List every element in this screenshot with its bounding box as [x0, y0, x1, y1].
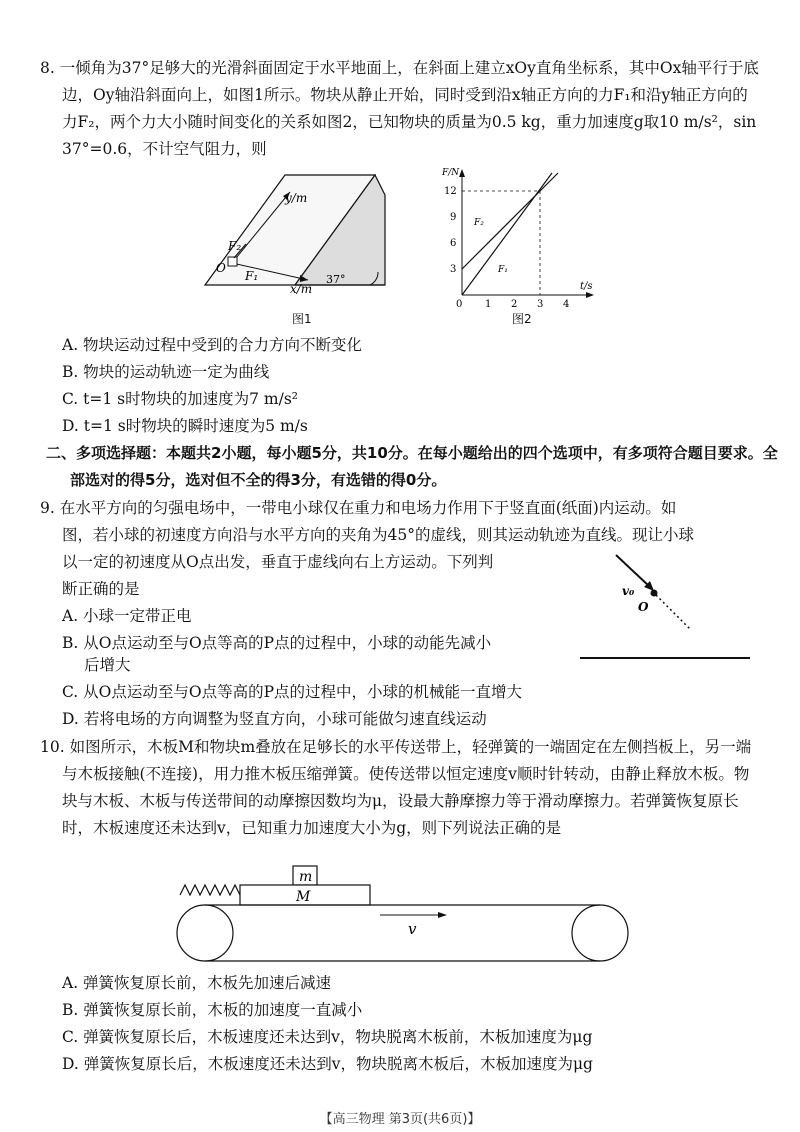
fig2-origin: 0 [456, 299, 463, 310]
q8-stem: 8. 一倾角为37°足够大的光滑斜面固定于水平地面上，在斜面上建立xOy直角坐标系，其中Ox轴平行于底边，Oy轴沿斜面向上，如图1所示。物块从静止开始，同时受到沿x轴正方向的力F₁和沿y轴正方向的力F₂，两个力大小随时间变化的关系如图2，已知物块的质量为0.5 kg，重力加速度g取10 m/s²，sin 37°=0.6，不计空气阻力，则 [40, 59, 759, 158]
fig2-f2-label: F₂ [474, 218, 484, 228]
q10-figure [175, 860, 635, 970]
q9-stem-line-1: 9. 在水平方向的匀强电场中，一带电小球仅在重力和电场力作用下于竖直面(纸面)内运动。如 [40, 499, 677, 517]
q8-option-c: C. t=1 s时物块的加速度为7 m/s² [62, 390, 298, 408]
q10-stem: 10. 如图所示，木板M和物块m叠放在足够长的水平传送带上，轻弹簧的一端固定在左侧挡板上，另一端与木板接触(不连接)，用力推木板压缩弹簧。使传送带以恒定速度v顺时针转动，由静止释放木板。物块与木板、木板与传送带间的动摩擦因数均为μ，设最大静摩擦力等于滑动摩擦力。若弹簧恢复原长时，木板速度还未达到v，已知重力加速度大小为g，则下列说法正确的是 [40, 738, 752, 837]
fig2-ytick-6: 6 [450, 238, 457, 249]
q10-v-label: v [408, 920, 417, 938]
fig2-f1-label: F₁ [498, 265, 508, 275]
q8-option-b: B. 物块的运动轨迹一定为曲线 [62, 363, 270, 381]
fig1-origin-label: O [216, 261, 226, 275]
fig1-block [228, 257, 237, 266]
q9-stem-line-2: 图，若小球的初速度方向沿与水平方向的夹角为45°的虚线，则其运动轨迹为直线。现让小球 [62, 526, 694, 544]
fig2-ytick-9: 9 [450, 212, 457, 223]
fig2-xtick-4: 4 [563, 299, 570, 310]
q9-option-b-cont: 后增大 [84, 656, 131, 674]
fig1-angle-label: 37° [326, 273, 346, 286]
q8-option-d: D. t=1 s时物块的瞬时速度为5 m/s [62, 417, 308, 435]
fig1-f2-label: F₂ [228, 239, 242, 253]
fig2-ytick-12: 12 [444, 186, 457, 197]
q9-stem-line-4: 断正确的是 [62, 580, 140, 598]
fig1-x-label: x/m [290, 282, 313, 296]
fig2-caption: 图2 [512, 312, 532, 326]
q9-stem-line-3: 以一定的初速度从O点出发，垂直于虚线向右上方运动。下列判 [62, 553, 494, 571]
fig2-ytick-3: 3 [450, 264, 457, 275]
fig2-x-label: t/s [580, 281, 593, 292]
q9-v0-label: v₀ [622, 584, 635, 598]
q10-spring [180, 885, 240, 895]
q8-option-a: A. 物块运动过程中受到的合力方向不断变化 [62, 336, 363, 354]
fig1-y-label: y/m [285, 191, 308, 205]
q10-option-d: D. 弹簧恢复原长后，木板速度还未达到v，物块脱离木板后，木板加速度为μg [62, 1055, 593, 1073]
q10-option-c: C. 弹簧恢复原长后，木板速度还未达到v，物块脱离木板前，木板加速度为μg [62, 1028, 593, 1046]
q8-figure-1 [190, 170, 420, 300]
page-footer: 【高三物理 第3页(共6页)】 [319, 1112, 481, 1127]
fig2-xtick-1: 1 [485, 299, 492, 310]
fig2-xtick-3: 3 [537, 299, 544, 310]
section-2-heading: 二、多项选择题：本题共2小题，每小题5分，共10分。在每小题给出的四个选项中，有多项符合题目要求。全部选对的得5分，选对但不全的得3分，有选错的得0分。 [46, 444, 778, 489]
q9-option-b: B. 从O点运动至与O点等高的P点的过程中，小球的动能先减小 [62, 634, 492, 652]
fig1-f1-label: F₁ [245, 269, 259, 283]
q10-option-a: A. 弹簧恢复原长前，木板先加速后减速 [62, 974, 332, 992]
q10-M-label: M [296, 889, 311, 905]
q9-o-label: O [638, 600, 649, 614]
fig1-caption: 图1 [292, 312, 312, 326]
q9-option-d: D. 若将电场的方向调整为竖直方向，小球可能做匀速直线运动 [62, 710, 487, 728]
q9-option-a: A. 小球一定带正电 [62, 607, 192, 625]
fig2-xtick-2: 2 [511, 299, 518, 310]
q10-m-label: m [299, 869, 313, 885]
q9-figure [580, 545, 760, 670]
q8-figure-2 [440, 165, 600, 310]
q10-option-b: B. 弹簧恢复原长前，木板的加速度一直减小 [62, 1001, 363, 1019]
q9-option-c: C. 从O点运动至与O点等高的P点的过程中，小球的机械能一直增大 [62, 683, 523, 701]
fig2-y-label: F/N [442, 168, 460, 178]
